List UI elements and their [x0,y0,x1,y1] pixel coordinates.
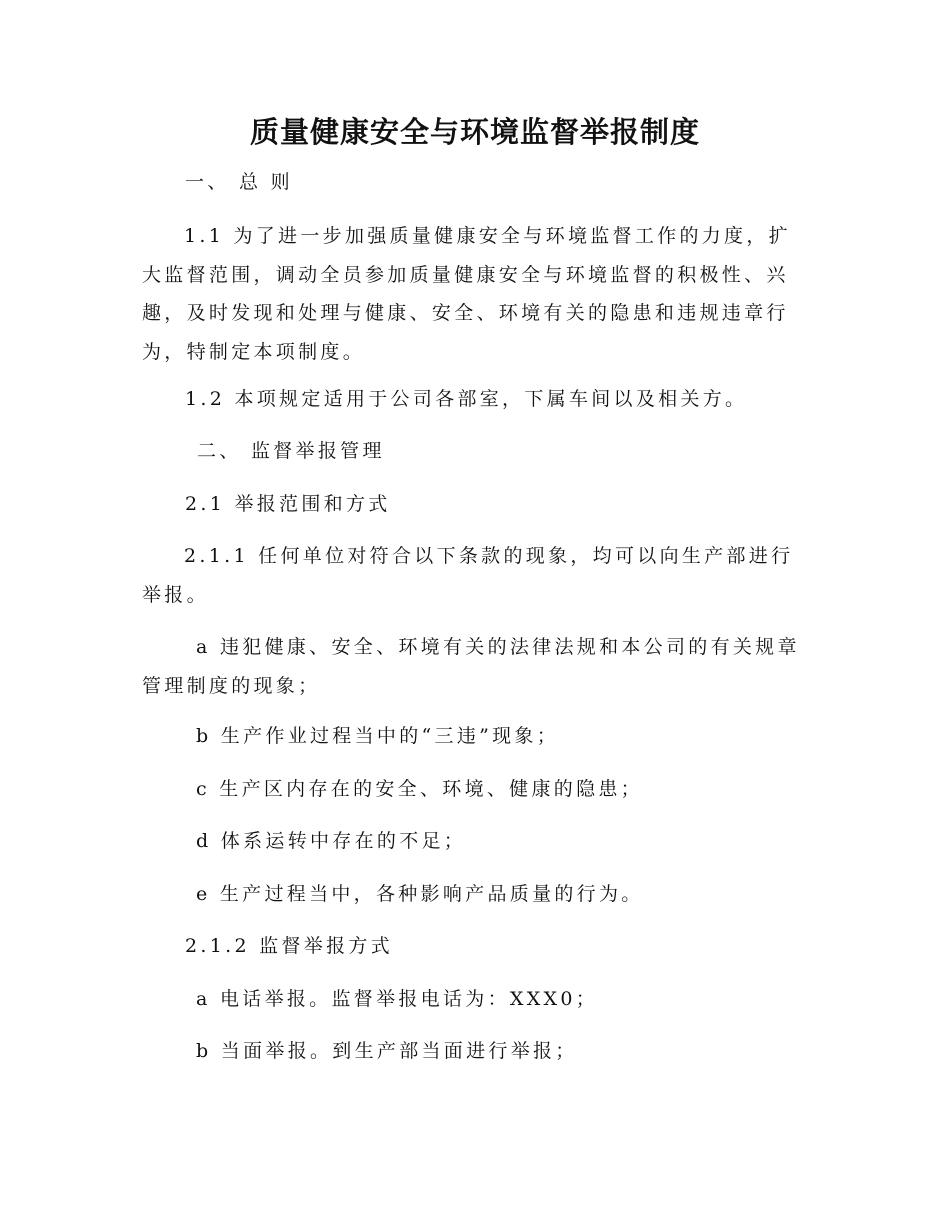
list-item-d-system-gaps: d 体系运转中存在的不足； [196,830,467,852]
paragraph-2-1-2: 2.1.2 监督举报方式 [185,935,393,957]
document-title: 质量健康安全与环境监督举报制度 [249,115,700,149]
list-item-a-violations: a 违犯健康、安全、环境有关的法律法规和本公司的有关规章管理制度的现象； [142,636,800,697]
list-item-a-phone-report: a 电话举报。监督举报电话为：XXX0； [196,988,599,1010]
section-heading-supervision: 二、 监督举报管理 [197,440,385,462]
list-item-b-in-person-report: b 当面举报。到生产部当面进行举报； [196,1040,578,1062]
list-item-e-quality: e 生产过程当中，各种影响产品质量的行为。 [196,883,644,905]
paragraph-1-1: 1.1 为了进一步加强质量健康安全与环境监督工作的力度，扩大监督范围，调动全员参加质量健康安全与环境监督的积极性、兴趣，及时发现和处理与健康、安全、环境有关的隐患和违规违章行为，特制定本项制度。 [142,225,791,363]
paragraph-2-1-1: 2.1.1 任何单位对符合以下条款的现象，均可以向生产部进行举报。 [142,545,794,606]
list-item-b-three-violations: b 生产作业过程当中的“三违”现象； [196,725,560,747]
list-item-c-hazards: c 生产区内存在的安全、环境、健康的隐患； [196,778,643,800]
paragraph-2-1: 2.1 举报范围和方式 [185,493,391,515]
section-heading-general: 一、 总 则 [185,171,293,193]
paragraph-1-2: 1.2 本项规定适用于公司各部室，下属车间以及相关方。 [185,388,748,410]
